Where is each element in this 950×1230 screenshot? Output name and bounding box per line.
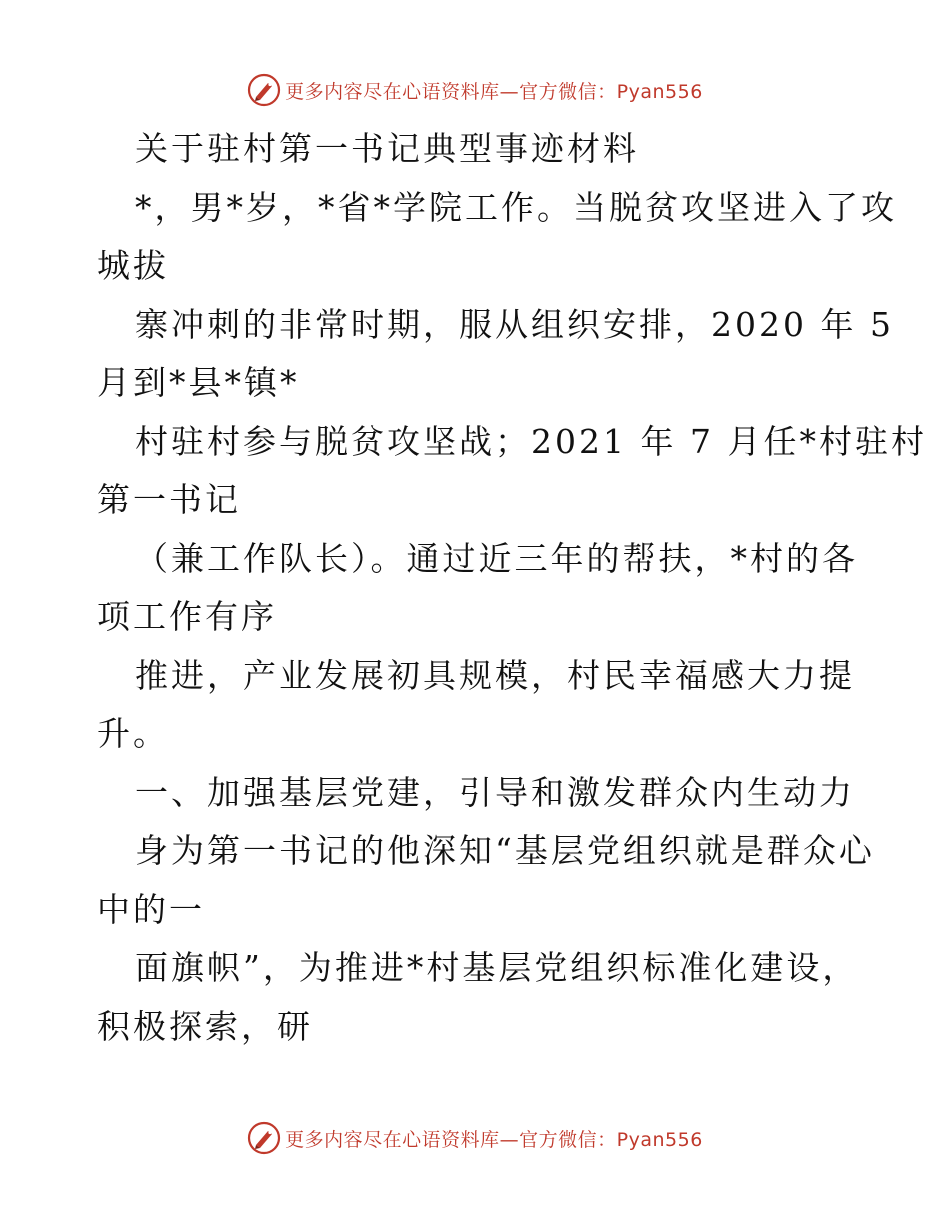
footer-banner	[0, 1118, 950, 1158]
text-line: 推进，产业发展初具规模，村民幸福感大力提	[135, 655, 855, 695]
text-line: 月到*县*镇*	[97, 363, 300, 402]
text-line: 身为第一书记的他深知“基层党组织就是群众心	[135, 831, 875, 870]
text-line: 村驻村参与脱贫攻坚战；2021 年 7 月任*村驻村	[135, 421, 927, 461]
text-line: 项工作有序	[97, 597, 277, 636]
banner-text: 更多内容尽在心语资料库—官方微信：Pyan556	[285, 1128, 703, 1151]
text-line: 升。	[97, 714, 169, 753]
header-banner	[0, 70, 950, 110]
text-line: 中的一	[97, 889, 205, 929]
pen-logo-icon	[247, 73, 281, 107]
document-body	[97, 120, 927, 1056]
text-line: 第一书记	[97, 480, 241, 519]
text-line: 一、加强基层党建，引导和激发群众内生动力	[135, 772, 855, 812]
text-line: 面旗帜”，为推进*村基层党组织标准化建设，	[135, 948, 859, 987]
text-line: 关于驻村第一书记典型事迹材料	[135, 129, 639, 168]
text-line: （兼工作队长）。通过近三年的帮扶，*村的各	[135, 538, 858, 578]
text-line: 寨冲刺的非常时期，服从组织安排，2020 年 5	[135, 304, 894, 344]
pen-logo-icon	[247, 1121, 281, 1155]
banner-text: 更多内容尽在心语资料库—官方微信：Pyan556	[285, 80, 703, 103]
text-line: 城拔	[97, 246, 169, 285]
text-line: 积极探索，研	[97, 1006, 313, 1046]
text-line: *，男*岁，*省*学院工作。当脱贫攻坚进入了攻	[135, 187, 897, 227]
